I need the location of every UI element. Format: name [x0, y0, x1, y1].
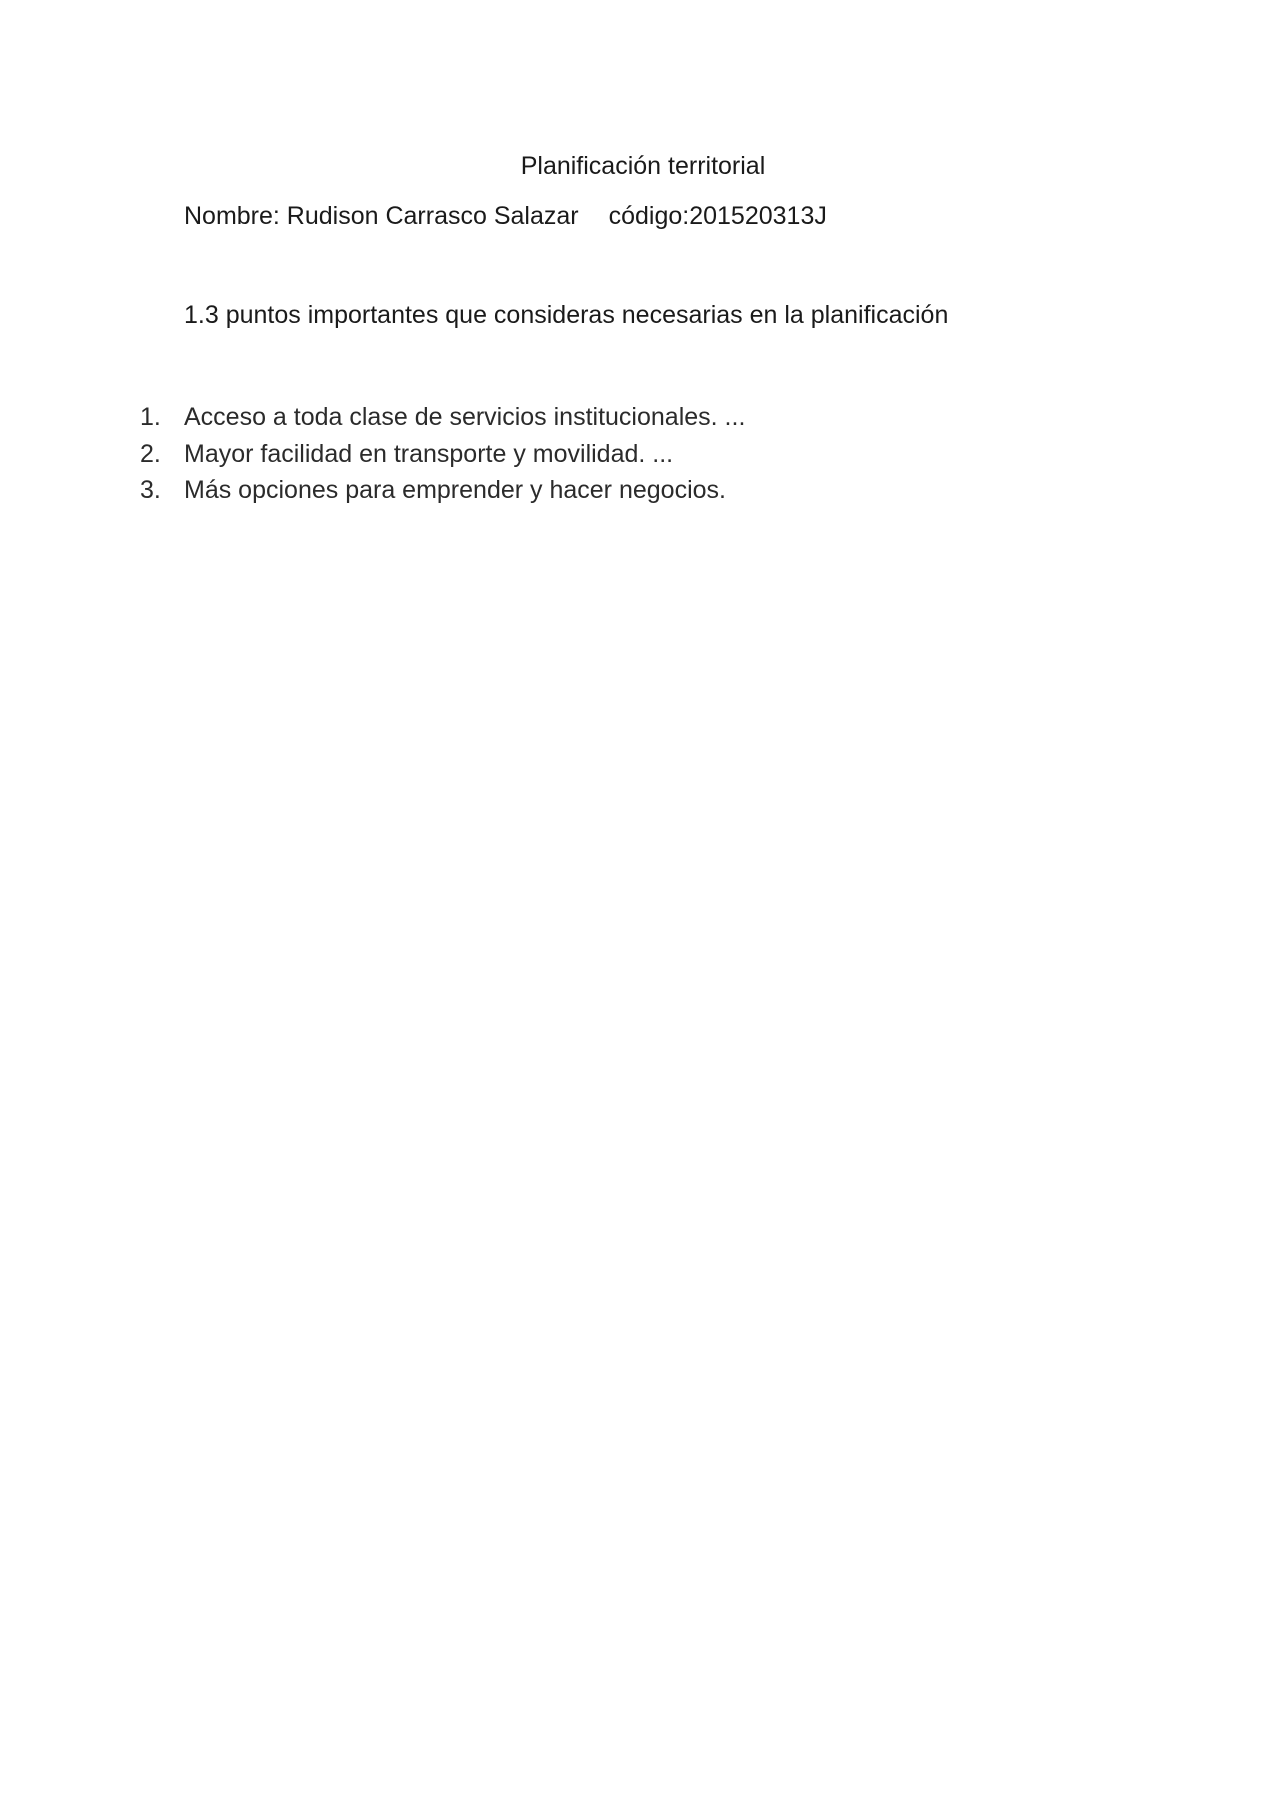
- list-item-number: 2.: [140, 439, 161, 468]
- list-item: [140, 436, 745, 473]
- student-code: código:201520313J: [608, 202, 827, 230]
- question-heading: 1.3 puntos importantes que consideras necesarias en la planificación: [184, 301, 949, 329]
- list-item: [140, 399, 745, 436]
- document-title: Planificación territorial: [520, 152, 766, 180]
- list-item: [140, 472, 745, 509]
- author-line: [184, 201, 827, 231]
- author-name: Nombre: Rudison Carrasco Salazar: [184, 202, 579, 230]
- list-item-number: 1.: [140, 403, 161, 431]
- list-item-text: Acceso a toda clase de servicios institucionales. ...: [184, 403, 746, 431]
- list-item-text: Más opciones para emprender y hacer negocios.: [184, 476, 726, 504]
- list-item-text: Mayor facilidad en transporte y movilidad. ...: [184, 439, 674, 468]
- list-item-number: 3.: [140, 476, 161, 504]
- answer-list: [140, 399, 745, 509]
